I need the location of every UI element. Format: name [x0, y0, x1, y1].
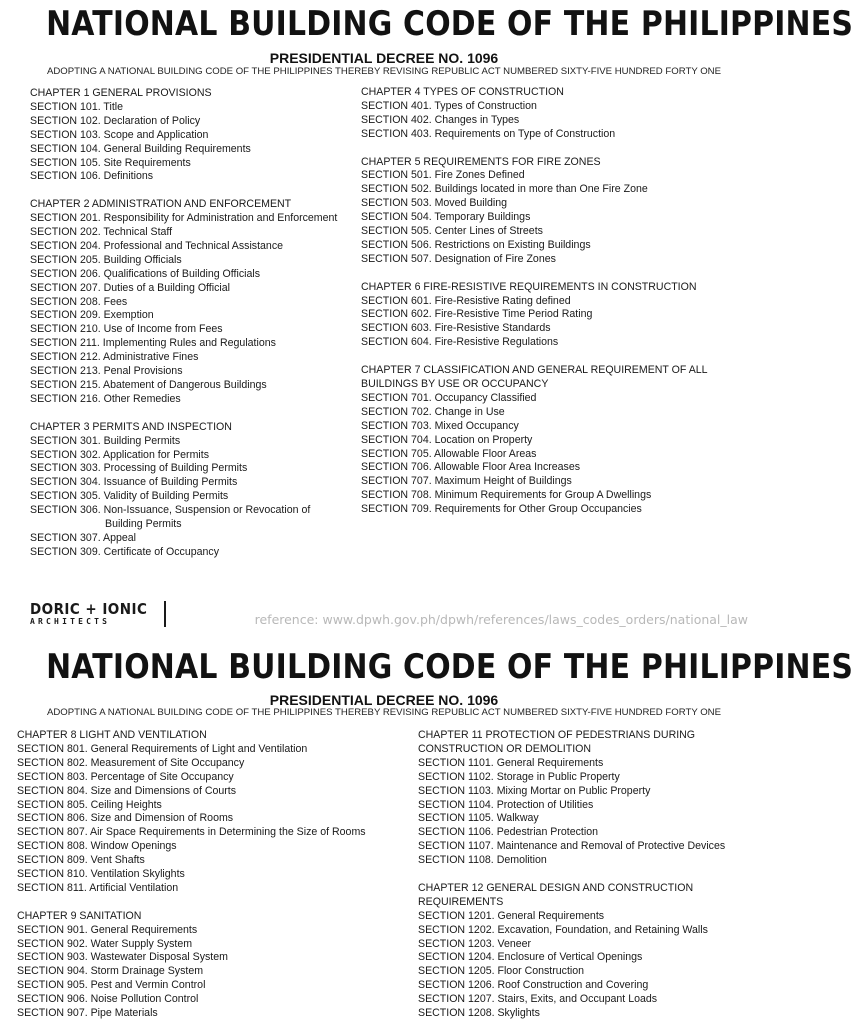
adopting-statement-2: ADOPTING A NATIONAL BUILDING CODE OF THE PHILIPPINES THEREBY REVISING REPUBLIC ACT NUMBERED SIXTY-FIVE HUNDRED FORTY ONE — [46, 707, 721, 718]
chapter-number: CHAPTER 3 — [30, 420, 90, 433]
decree-subtitle: PRESIDENTIAL DECREE NO. 1096 — [269, 50, 499, 66]
section-item: SECTION 213. Penal Provisions — [30, 365, 183, 378]
chapter-heading — [17, 910, 407, 924]
section-item: SECTION 808. Window Openings — [17, 840, 177, 853]
chapter-title: GENERAL DESIGN AND CONSTRUCTION REQUIREMENTS — [418, 881, 694, 908]
chapter-number: CHAPTER 4 — [361, 86, 421, 98]
decree-subtitle-2: PRESIDENTIAL DECREE NO. 1096 — [269, 692, 499, 708]
section-item: SECTION 1104. Protection of Utilities — [418, 798, 594, 811]
page2-right-column — [418, 729, 758, 1035]
chapter-block — [17, 910, 407, 1021]
section-item: SECTION 603. Fire-Resistive Standards — [361, 322, 551, 335]
chapter-number: CHAPTER 2 — [30, 198, 90, 211]
section-item: SECTION 103. Scope and Application — [30, 128, 209, 141]
section-item: SECTION 501. Fire Zones Defined — [361, 169, 525, 182]
section-item: SECTION 204. Professional and Technical Assistance — [30, 239, 284, 252]
section-item: SECTION 1107. Maintenance and Removal of Protective Devices — [418, 840, 726, 853]
chapter-number: CHAPTER 1 — [30, 87, 90, 99]
chapter-block — [418, 729, 758, 868]
page1-left-column — [30, 87, 350, 574]
section-item: SECTION 604. Fire-Resistive Regulations — [361, 336, 559, 349]
chapter-heading — [30, 198, 350, 212]
page1-right-column — [361, 86, 721, 531]
section-item: SECTION 1208. Skylights — [418, 1007, 540, 1020]
section-item: SECTION 205. Building Officials — [30, 253, 182, 266]
chapter-block — [30, 198, 350, 407]
section-item: SECTION 701. Occupancy Classified — [361, 391, 537, 404]
section-item: SECTION 104. General Building Requirements — [30, 142, 251, 155]
section-item: SECTION 907. Pipe Materials — [17, 1007, 158, 1020]
section-item: SECTION 309. Certificate of Occupancy — [30, 545, 219, 558]
section-item: SECTION 804. Size and Dimensions of Courts — [17, 784, 237, 797]
chapter-number: CHAPTER 12 — [418, 881, 484, 894]
section-item: SECTION 702. Change in Use — [361, 405, 505, 418]
chapter-block — [17, 729, 407, 896]
section-item: SECTION 211. Implementing Rules and Regulations — [30, 337, 276, 350]
chapter-title: TYPES OF CONSTRUCTION — [423, 86, 564, 98]
section-item: SECTION 307. Appeal — [30, 531, 136, 544]
section-item: SECTION 106. Definitions — [30, 170, 154, 183]
section-item: SECTION 306. Non-Issuance, Suspension or Revocation of Building Permits — [30, 504, 311, 531]
section-item: SECTION 212. Administrative Fines — [30, 351, 199, 364]
section-item: SECTION 906. Noise Pollution Control — [17, 993, 199, 1006]
chapter-number: CHAPTER 11 — [418, 729, 483, 741]
section-item: SECTION 901. General Requirements — [17, 923, 198, 936]
chapter-heading — [30, 87, 350, 101]
section-item: SECTION 809. Vent Shafts — [17, 854, 145, 867]
section-item: SECTION 215. Abatement of Dangerous Buildings — [30, 379, 267, 392]
section-item: SECTION 101. Title — [30, 100, 124, 113]
logo-sub-text: ARCHITECTS — [30, 617, 111, 626]
section-item: SECTION 707. Maximum Height of Buildings — [361, 475, 572, 488]
section-item: SECTION 708. Minimum Requirements for Group A Dwellings — [361, 489, 652, 502]
section-item: SECTION 1105. Walkway — [418, 812, 539, 825]
section-item: SECTION 903. Wastewater Disposal System — [17, 951, 228, 964]
chapter-number: CHAPTER 6 — [361, 280, 421, 293]
section-item: SECTION 210. Use of Income from Fees — [30, 323, 223, 336]
chapter-number: CHAPTER 5 — [361, 155, 421, 168]
chapter-block — [361, 86, 721, 142]
section-item: SECTION 1201. General Requirements — [418, 909, 605, 922]
section-item: SECTION 905. Pest and Vermin Control — [17, 979, 206, 992]
chapter-heading — [17, 729, 407, 743]
chapter-title: REQUIREMENTS FOR FIRE ZONES — [423, 155, 601, 168]
chapter-heading — [418, 729, 758, 757]
section-item: SECTION 1202. Excavation, Foundation, and Retaining Walls — [418, 923, 708, 936]
section-item: SECTION 601. Fire-Resistive Rating defined — [361, 294, 571, 307]
chapter-heading — [418, 882, 758, 910]
section-item: SECTION 202. Technical Staff — [30, 226, 173, 239]
chapter-title: GENERAL PROVISIONS — [92, 87, 212, 99]
chapter-number: CHAPTER 7 — [361, 364, 421, 377]
page2-left-column — [17, 729, 407, 1035]
section-item: SECTION 503. Moved Building — [361, 197, 508, 210]
section-item: SECTION 1205. Floor Construction — [418, 965, 585, 978]
section-item: SECTION 802. Measurement of Site Occupancy — [17, 756, 245, 769]
section-item: SECTION 704. Location on Property — [361, 433, 533, 446]
section-item: SECTION 505. Center Lines of Streets — [361, 225, 543, 238]
section-item: SECTION 902. Water Supply System — [17, 937, 193, 950]
section-item: SECTION 1103. Mixing Mortar on Public Property — [418, 784, 651, 797]
section-item: SECTION 1108. Demolition — [418, 854, 547, 867]
section-item: SECTION 805. Ceiling Heights — [17, 798, 162, 811]
section-item: SECTION 207. Duties of a Building Official — [30, 281, 230, 294]
chapter-number: CHAPTER 8 — [17, 729, 77, 741]
section-item: SECTION 810. Ventilation Skylights — [17, 868, 185, 881]
section-item: SECTION 1207. Stairs, Exits, and Occupant Loads — [418, 993, 658, 1006]
section-item: SECTION 1203. Veneer — [418, 937, 532, 950]
chapter-title: PERMITS AND INSPECTION — [92, 420, 232, 433]
chapter-block — [361, 364, 721, 517]
reference-link-text: reference: www.dpwh.gov.ph/dpwh/references/laws_codes_orders/national_law — [254, 612, 748, 627]
section-item: SECTION 1206. Roof Construction and Covering — [418, 979, 649, 992]
page-title-2: NATIONAL BUILDING CODE OF THE PHILIPPINES — [46, 647, 853, 687]
logo-divider — [164, 601, 166, 627]
section-item: SECTION 303. Processing of Building Permits — [30, 462, 248, 475]
section-item: SECTION 504. Temporary Buildings — [361, 211, 531, 224]
chapter-heading — [361, 86, 721, 100]
section-item: SECTION 1204. Enclosure of Vertical Openings — [418, 951, 643, 964]
section-item: SECTION 1106. Pedestrian Protection — [418, 826, 598, 839]
section-item: SECTION 807. Air Space Requirements in Determining the Size of Rooms — [17, 826, 366, 839]
section-item: SECTION 206. Qualifications of Building Officials — [30, 267, 261, 280]
section-item: SECTION 401. Types of Construction — [361, 99, 537, 112]
section-item: SECTION 801. General Requirements of Light and Ventilation — [17, 742, 308, 755]
section-item: SECTION 1101. General Requirements — [418, 756, 604, 769]
chapter-title: FIRE-RESISTIVE REQUIREMENTS IN CONSTRUCTION — [423, 280, 697, 293]
logo-main-text: DORIC + IONIC — [30, 600, 148, 618]
section-item: SECTION 904. Storm Drainage System — [17, 965, 204, 978]
section-item: SECTION 811. Artificial Ventilation — [17, 881, 179, 894]
chapter-title: SANITATION — [79, 909, 142, 922]
section-item: SECTION 105. Site Requirements — [30, 156, 191, 169]
chapter-block — [30, 87, 350, 184]
chapter-block — [418, 882, 758, 1021]
section-item: SECTION 402. Changes in Types — [361, 113, 520, 126]
section-item: SECTION 1102. Storage in Public Property — [418, 770, 620, 783]
section-item: SECTION 102. Declaration of Policy — [30, 114, 201, 127]
section-item: SECTION 304. Issuance of Building Permits — [30, 476, 238, 489]
section-item: SECTION 806. Size and Dimension of Rooms — [17, 812, 234, 825]
doric-ionic-logo — [30, 601, 166, 627]
adopting-statement: ADOPTING A NATIONAL BUILDING CODE OF THE PHILIPPINES THEREBY REVISING REPUBLIC ACT NUMBERED SIXTY-FIVE HUNDRED FORTY ONE — [46, 66, 721, 77]
chapter-title: ADMINISTRATION AND ENFORCEMENT — [91, 198, 292, 211]
section-item: SECTION 602. Fire-Resistive Time Period Rating — [361, 308, 593, 321]
section-item: SECTION 216. Other Remedies — [30, 392, 181, 405]
section-item: SECTION 208. Fees — [30, 295, 128, 308]
chapter-number: CHAPTER 9 — [17, 909, 77, 922]
chapter-heading — [361, 156, 721, 170]
chapter-title: LIGHT AND VENTILATION — [79, 729, 207, 741]
page-title: NATIONAL BUILDING CODE OF THE PHILIPPINES — [46, 4, 853, 44]
chapter-heading — [30, 421, 350, 435]
section-item: SECTION 709. Requirements for Other Group Occupancies — [361, 503, 642, 516]
section-item: SECTION 706. Allowable Floor Area Increases — [361, 461, 581, 474]
chapter-block — [361, 281, 721, 351]
section-item: SECTION 507. Designation of Fire Zones — [361, 252, 556, 265]
chapter-heading — [361, 281, 721, 295]
chapter-block — [30, 421, 350, 560]
chapter-title: CLASSIFICATION AND GENERAL REQUIREMENT OF ALL BUILDINGS BY USE OR OCCUPANCY — [361, 364, 708, 390]
section-item: SECTION 305. Validity of Building Permits — [30, 490, 229, 503]
section-item: SECTION 703. Mixed Occupancy — [361, 419, 519, 432]
section-item: SECTION 301. Building Permits — [30, 434, 181, 447]
chapter-block — [361, 156, 721, 267]
section-item: SECTION 403. Requirements on Type of Construction — [361, 127, 616, 140]
section-item: SECTION 506. Restrictions on Existing Buildings — [361, 238, 591, 251]
section-item: SECTION 803. Percentage of Site Occupancy — [17, 770, 234, 783]
chapter-title: PROTECTION OF PEDESTRIANS DURING CONSTRUCTION OR DEMOLITION — [418, 729, 696, 755]
section-item: SECTION 705. Allowable Floor Areas — [361, 447, 537, 460]
section-item: SECTION 209. Exemption — [30, 309, 154, 322]
chapter-heading — [361, 364, 721, 392]
section-item: SECTION 302. Application for Permits — [30, 448, 209, 461]
section-item: SECTION 502. Buildings located in more than One Fire Zone — [361, 183, 648, 196]
section-item: SECTION 201. Responsibility for Administration and Enforcement — [30, 212, 338, 225]
